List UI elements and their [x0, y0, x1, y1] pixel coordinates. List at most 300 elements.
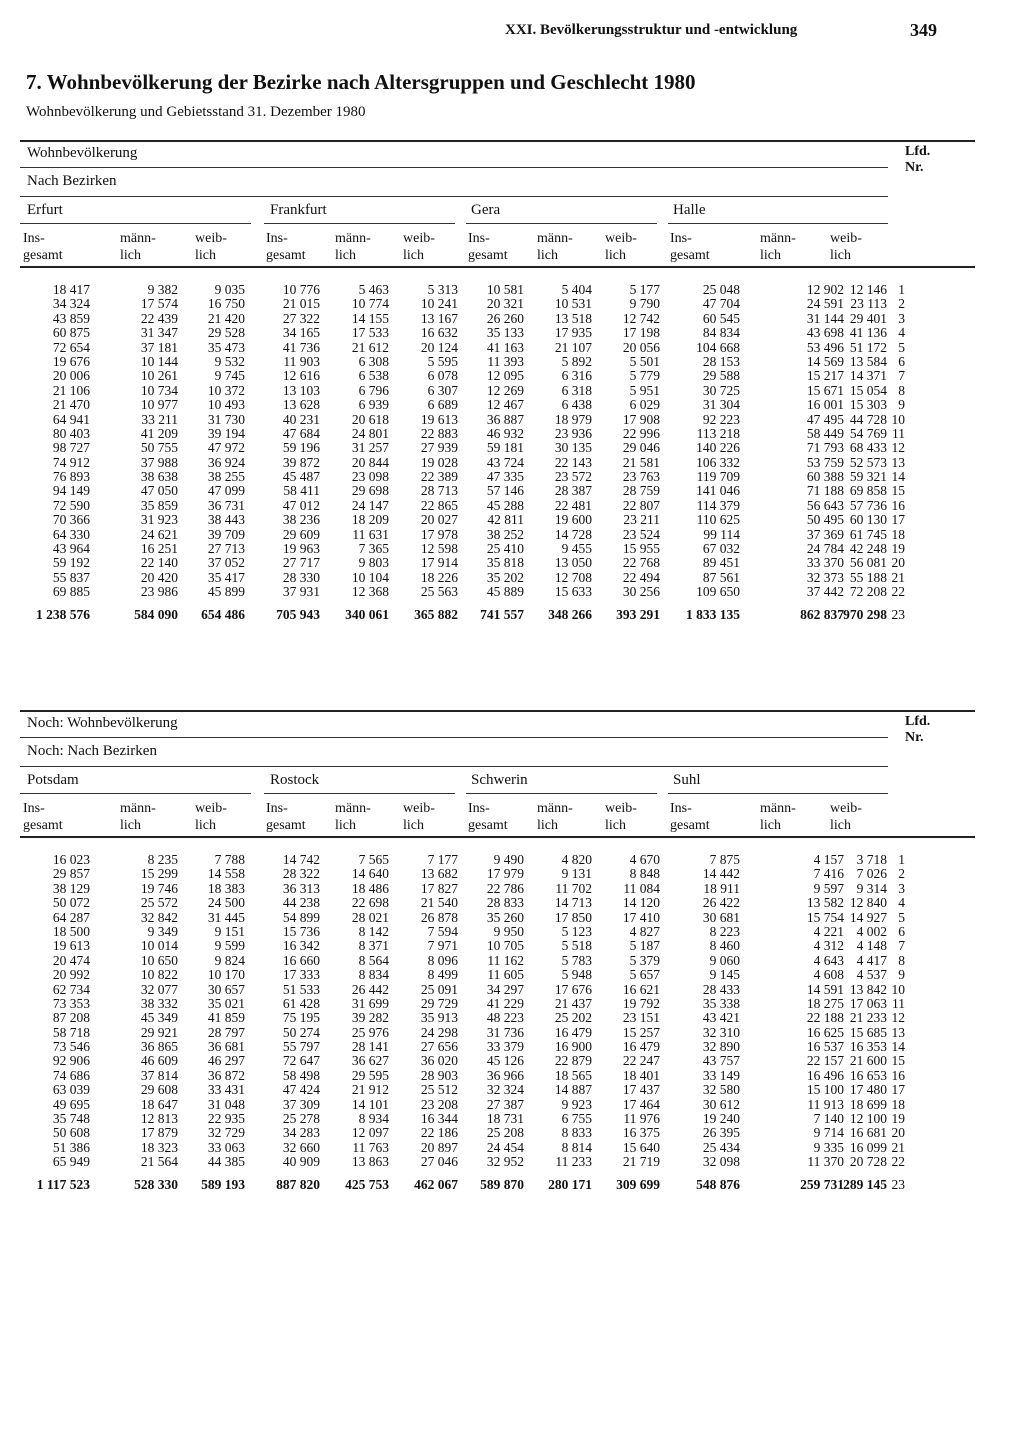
table-cell: 55 188: [849, 569, 887, 585]
table-cell: 24 454: [486, 1139, 524, 1155]
table-cell: 43 421: [702, 1010, 740, 1026]
row-number: 2: [898, 866, 905, 882]
table-cell: 31 257: [351, 440, 389, 456]
table-cell: 12 095: [486, 368, 524, 384]
table-cell: 34 165: [282, 325, 320, 341]
table-cell: 17 979: [486, 866, 524, 882]
lfd-label: Lfd.: [905, 714, 931, 729]
table-cell: 18 731: [486, 1111, 524, 1127]
table-cell: 31 144: [806, 310, 844, 326]
table-cell: 27 939: [420, 440, 458, 456]
table-cell: 33 211: [141, 411, 178, 427]
table-cell: 5 595: [427, 353, 458, 369]
table-cell: 50 072: [52, 895, 90, 911]
table-cell: 73 353: [52, 995, 90, 1011]
subheader-line: weib-: [605, 231, 637, 246]
subsection-label: Nach Bezirken: [27, 173, 117, 189]
table-cell: 16 251: [140, 541, 178, 557]
table-row: [20, 296, 975, 310]
table-cell: 4 537: [856, 967, 887, 983]
row-number: 13: [891, 1024, 905, 1040]
table-cell: 37 309: [282, 1096, 320, 1112]
table-cell: 21 719: [622, 1154, 660, 1170]
table-cell: 71 793: [806, 440, 844, 456]
table-cell: 35 913: [420, 1010, 458, 1026]
table-cell: 9 145: [709, 967, 740, 983]
table-cell: 42 248: [849, 541, 887, 557]
table-row: [20, 953, 975, 967]
column-subheader: [670, 800, 710, 834]
table-cell: 43 964: [52, 541, 90, 557]
table-cell: 9 923: [561, 1096, 592, 1112]
table-row: [20, 383, 975, 397]
table-cell: 10 104: [351, 569, 389, 585]
table-cell: 13 103: [282, 382, 320, 398]
table-cell: 21 540: [420, 895, 458, 911]
table-cell: 28 322: [282, 866, 320, 882]
table-cell: 15 640: [622, 1139, 660, 1155]
table-row: [20, 852, 975, 866]
table-cell: 14 442: [702, 866, 740, 882]
table-cell: 4 157: [813, 852, 844, 867]
column-subheader: [830, 230, 862, 264]
section-label: Wohnbevölkerung: [27, 145, 138, 161]
table-cell: 25 976: [351, 1024, 389, 1040]
table-row: [20, 527, 975, 541]
table-cell: 11 913: [807, 1096, 844, 1112]
table-cell: 87 208: [52, 1010, 90, 1026]
table-cell: 37 181: [140, 339, 178, 355]
table-cell: 16 537: [806, 1039, 844, 1055]
subheader-line: lich: [335, 818, 356, 833]
table-row: [20, 584, 975, 598]
table-cell: 14 887: [554, 1082, 592, 1098]
subheader-line: Ins-: [266, 801, 288, 816]
subheader-line: weib-: [830, 231, 862, 246]
table-row: [20, 881, 975, 895]
table-cell: 38 236: [282, 512, 320, 528]
table-cell: 50 495: [806, 512, 844, 528]
table-cell: 20 728: [849, 1154, 887, 1170]
table-cell: 37 931: [282, 584, 320, 600]
table-row: [20, 570, 975, 584]
table-cell: 58 498: [282, 1067, 320, 1083]
table-cell: 17 908: [622, 411, 660, 427]
table-cell: 53 496: [806, 339, 844, 355]
total-cell: 705 943: [276, 606, 320, 622]
table-cell: 54 769: [849, 425, 887, 441]
table-cell: 16 099: [849, 1139, 887, 1155]
table-cell: 21 233: [849, 1010, 887, 1026]
subheader-line: lich: [120, 818, 141, 833]
table-row: [20, 426, 975, 440]
table-cell: 4 312: [813, 938, 844, 954]
table-cell: 72 654: [52, 339, 90, 355]
table-cell: 35 473: [207, 339, 245, 355]
table-cell: 47 099: [207, 483, 245, 499]
table-cell: 30 256: [622, 584, 660, 600]
table-cell: 15 303: [849, 397, 887, 413]
subheader-line: gesamt: [23, 248, 63, 263]
table-cell: 41 209: [140, 425, 178, 441]
row-number: 20: [891, 555, 905, 571]
row-number: 7: [898, 938, 905, 954]
table-cell: 24 298: [420, 1024, 458, 1040]
table-cell: 29 609: [282, 526, 320, 542]
subheader-line: männ-: [760, 231, 796, 246]
table-cell: 55 797: [282, 1039, 320, 1055]
table-cell: 68 433: [849, 440, 887, 456]
table-cell: 23 763: [622, 469, 660, 485]
table-cell: 64 941: [52, 411, 90, 427]
column-subheader: [537, 230, 573, 264]
table-cell: 14 728: [554, 526, 592, 542]
table-cell: 15 736: [282, 923, 320, 939]
table-cell: 11 084: [623, 880, 660, 896]
table-cell: 35 748: [52, 1111, 90, 1127]
table-cell: 109 650: [696, 584, 740, 600]
row-number: 17: [891, 1082, 905, 1098]
subheader-line: gesamt: [23, 818, 63, 833]
table-cell: 15 754: [806, 909, 844, 925]
region-rule: [264, 793, 455, 794]
table-cell: 32 098: [702, 1154, 740, 1170]
table-cell: 6 318: [561, 382, 592, 398]
table-cell: 17 333: [282, 967, 320, 983]
table-row: [20, 1039, 975, 1053]
table-cell: 5 779: [629, 368, 660, 384]
table-cell: 74 686: [52, 1067, 90, 1083]
table-cell: 22 143: [554, 454, 592, 470]
subheader-line: gesamt: [468, 818, 508, 833]
table-cell: 18 383: [207, 880, 245, 896]
table-cell: 16 023: [52, 852, 90, 867]
row-number: 4: [898, 895, 905, 911]
table-cell: 22 157: [806, 1053, 844, 1069]
table-cell: 12 146: [849, 282, 887, 297]
table-row: [20, 311, 975, 325]
table-cell: 28 903: [420, 1067, 458, 1083]
table-cell: 53 759: [806, 454, 844, 470]
table-cell: 12 100: [849, 1111, 887, 1127]
table-cell: 8 564: [358, 952, 389, 968]
table-row: [20, 555, 975, 569]
table-cell: 22 807: [622, 497, 660, 513]
table-cell: 104 668: [696, 339, 740, 355]
row-number: 23: [891, 1176, 905, 1192]
table-cell: 28 141: [351, 1039, 389, 1055]
table-cell: 27 713: [207, 541, 245, 557]
total-cell: 365 882: [414, 606, 458, 622]
total-cell: 654 486: [201, 606, 245, 622]
table-cell: 37 442: [806, 584, 844, 600]
table-cell: 114 379: [696, 497, 740, 513]
table-cell: 20 844: [351, 454, 389, 470]
table-cell: 9 382: [147, 282, 178, 297]
subheader-line: lich: [760, 818, 781, 833]
table-cell: 38 638: [140, 469, 178, 485]
table-cell: 21 015: [282, 296, 320, 312]
region-rule: [466, 223, 657, 224]
column-subheader: [335, 800, 371, 834]
subheader-line: lich: [537, 248, 558, 263]
table-cell: 4 002: [856, 923, 887, 939]
table-cell: 32 952: [486, 1154, 524, 1170]
row-number: 21: [891, 569, 905, 585]
table-cell: 65 949: [52, 1154, 90, 1170]
table-cell: 32 729: [207, 1125, 245, 1141]
table-cell: 21 437: [554, 995, 592, 1011]
table-cell: 60 545: [702, 310, 740, 326]
table-cell: 30 657: [207, 981, 245, 997]
table-cell: 4 643: [813, 952, 844, 968]
column-subheader: [266, 800, 306, 834]
subsection-label: Noch: Nach Bezirken: [27, 743, 157, 759]
table-cell: 12 097: [351, 1125, 389, 1141]
table-cell: 60 130: [849, 512, 887, 528]
table-cell: 80 403: [52, 425, 90, 441]
table-cell: 20 124: [420, 339, 458, 355]
table-cell: 10 241: [420, 296, 458, 312]
table-cell: 9 597: [813, 880, 844, 896]
table-cell: 12 598: [420, 541, 458, 557]
row-number: 2: [898, 296, 905, 312]
table-cell: 35 021: [207, 995, 245, 1011]
table-cell: 31 730: [207, 411, 245, 427]
column-subheader: [605, 800, 637, 834]
table-cell: 50 755: [140, 440, 178, 456]
table-cell: 27 656: [420, 1039, 458, 1055]
table-cell: 5 948: [561, 967, 592, 983]
row-number: 3: [898, 880, 905, 896]
table-cell: 8 848: [629, 866, 660, 882]
table-cell: 25 278: [282, 1111, 320, 1127]
table-cell: 20 321: [486, 296, 524, 312]
table-cell: 9 060: [709, 952, 740, 968]
table-cell: 140 226: [696, 440, 740, 456]
subheader-line: männ-: [120, 801, 156, 816]
table-cell: 69 885: [52, 584, 90, 600]
table-cell: 17 464: [622, 1096, 660, 1112]
subheader-line: Ins-: [670, 801, 692, 816]
table-cell: 6 078: [427, 368, 458, 384]
table-cell: 22 140: [140, 555, 178, 571]
table-cell: 43 757: [702, 1053, 740, 1069]
table-cell: 21 106: [52, 382, 90, 398]
table-cell: 8 460: [709, 938, 740, 954]
table-cell: 16 632: [420, 325, 458, 341]
table-cell: 25 410: [486, 541, 524, 557]
table-cell: 16 353: [849, 1039, 887, 1055]
subheader-line: weib-: [195, 801, 227, 816]
table-cell: 25 048: [702, 282, 740, 297]
column-subheader: [403, 230, 435, 264]
rule: [20, 196, 888, 197]
table-cell: 17 935: [554, 325, 592, 341]
table-row: [20, 282, 975, 296]
table-cell: 13 518: [554, 310, 592, 326]
table-cell: 36 887: [486, 411, 524, 427]
region-name: Halle: [673, 202, 706, 218]
total-cell: 589 870: [480, 1176, 524, 1192]
table-cell: 15 671: [806, 382, 844, 398]
table-cell: 35 260: [486, 909, 524, 925]
table-cell: 22 786: [486, 880, 524, 896]
table-cell: 32 890: [702, 1039, 740, 1055]
table-cell: 7 177: [427, 852, 458, 867]
table-cell: 20 992: [52, 967, 90, 983]
table-cell: 25 202: [554, 1010, 592, 1026]
column-subheader: [120, 800, 156, 834]
table-cell: 8 834: [358, 967, 389, 983]
table-cell: 89 451: [702, 555, 740, 571]
table-cell: 16 900: [554, 1039, 592, 1055]
table-cell: 38 252: [486, 526, 524, 542]
table-cell: 6 796: [358, 382, 389, 398]
table-cell: 22 698: [351, 895, 389, 911]
table-cell: 14 713: [554, 895, 592, 911]
total-cell: 1 833 135: [686, 606, 740, 622]
table-cell: 13 167: [420, 310, 458, 326]
row-number: 19: [891, 541, 905, 557]
total-row: [20, 607, 975, 623]
table-cell: 28 797: [207, 1024, 245, 1040]
table-cell: 56 643: [806, 497, 844, 513]
table-cell: 12 840: [849, 895, 887, 911]
table-cell: 30 135: [554, 440, 592, 456]
table-row: [20, 512, 975, 526]
table-cell: 18 979: [554, 411, 592, 427]
table-cell: 9 314: [856, 880, 887, 896]
table-cell: 30 725: [702, 382, 740, 398]
table-cell: 23 936: [554, 425, 592, 441]
table-cell: 12 368: [351, 584, 389, 600]
row-number: 9: [898, 397, 905, 413]
table-cell: 21 420: [207, 310, 245, 326]
table-cell: 84 834: [702, 325, 740, 341]
table-cell: 24 784: [806, 541, 844, 557]
table-cell: 9 790: [629, 296, 660, 312]
table-cell: 13 628: [282, 397, 320, 413]
table-cell: 17 533: [351, 325, 389, 341]
table-cell: 76 893: [52, 469, 90, 485]
table-cell: 22 768: [622, 555, 660, 571]
table-cell: 28 433: [702, 981, 740, 997]
row-number: 21: [891, 1139, 905, 1155]
table-cell: 28 330: [282, 569, 320, 585]
column-subheader: [468, 230, 508, 264]
subheader-line: gesamt: [468, 248, 508, 263]
table-row: [20, 483, 975, 497]
total-cell: 584 090: [134, 606, 178, 622]
table-cell: 41 163: [486, 339, 524, 355]
column-subheader: [670, 230, 710, 264]
table-cell: 24 621: [140, 526, 178, 542]
table-cell: 16 342: [282, 938, 320, 954]
row-number: 1: [898, 282, 905, 297]
table-cell: 31 304: [702, 397, 740, 413]
table-cell: 11 903: [283, 353, 320, 369]
total-cell: 259 731: [800, 1176, 844, 1192]
table-cell: 10 493: [207, 397, 245, 413]
table-cell: 29 857: [52, 866, 90, 882]
table-cell: 11 976: [623, 1111, 660, 1127]
table-cell: 59 196: [282, 440, 320, 456]
column-subheader: [468, 800, 508, 834]
table-cell: 33 063: [207, 1139, 245, 1155]
total-cell: 887 820: [276, 1176, 320, 1192]
table-cell: 7 140: [813, 1111, 844, 1127]
table-cell: 35 202: [486, 569, 524, 585]
table-cell: 17 063: [849, 995, 887, 1011]
table-cell: 15 685: [849, 1024, 887, 1040]
table-cell: 17 480: [849, 1082, 887, 1098]
table-cell: 30 681: [702, 909, 740, 925]
table-cell: 11 605: [487, 967, 524, 983]
region-rule: [466, 793, 657, 794]
table-cell: 36 865: [140, 1039, 178, 1055]
table-cell: 29 595: [351, 1067, 389, 1083]
table-cell: 14 101: [351, 1096, 389, 1112]
rule: [20, 766, 888, 767]
table-cell: 20 897: [420, 1139, 458, 1155]
chapter-title: XXI. Bevölkerungsstruktur und -entwicklung: [505, 22, 798, 38]
table-cell: 21 107: [554, 339, 592, 355]
table-cell: 11 631: [352, 526, 389, 542]
table-cell: 8 934: [358, 1111, 389, 1127]
table-cell: 47 495: [806, 411, 844, 427]
table-row: [20, 910, 975, 924]
table-cell: 14 569: [806, 353, 844, 369]
table-cell: 9 035: [214, 282, 245, 297]
table-cell: 41 859: [207, 1010, 245, 1026]
table-cell: 10 014: [140, 938, 178, 954]
table-cell: 30 612: [702, 1096, 740, 1112]
table-cell: 31 445: [207, 909, 245, 925]
table-cell: 43 859: [52, 310, 90, 326]
table-cell: 51 386: [52, 1139, 90, 1155]
table-cell: 5 892: [561, 353, 592, 369]
table-cell: 12 467: [486, 397, 524, 413]
total-cell: 309 699: [616, 1176, 660, 1192]
subheader-line: Ins-: [23, 801, 45, 816]
lfd-nr-header: [905, 144, 930, 176]
subheader-line: männ-: [760, 801, 796, 816]
table-cell: 33 370: [806, 555, 844, 571]
table-cell: 44 385: [207, 1154, 245, 1170]
table-cell: 54 899: [282, 909, 320, 925]
row-number: 16: [891, 1067, 905, 1083]
row-number: 14: [891, 1039, 905, 1055]
table-cell: 16 479: [554, 1024, 592, 1040]
table-cell: 50 608: [52, 1125, 90, 1141]
column-subheader: [537, 800, 573, 834]
table-row: [20, 1025, 975, 1039]
table-cell: 18 911: [703, 880, 740, 896]
table-cell: 16 660: [282, 952, 320, 968]
subheader-line: weib-: [830, 801, 862, 816]
table-cell: 7 594: [427, 923, 458, 939]
subheader-line: lich: [195, 818, 216, 833]
table-cell: 10 372: [207, 382, 245, 398]
table-cell: 64 287: [52, 909, 90, 925]
table-cell: 38 332: [140, 995, 178, 1011]
table-cell: 22 389: [420, 469, 458, 485]
region-name: Gera: [471, 202, 501, 218]
table-cell: 33 379: [486, 1039, 524, 1055]
table-cell: 16 653: [849, 1067, 887, 1083]
table-cell: 16 496: [806, 1067, 844, 1083]
